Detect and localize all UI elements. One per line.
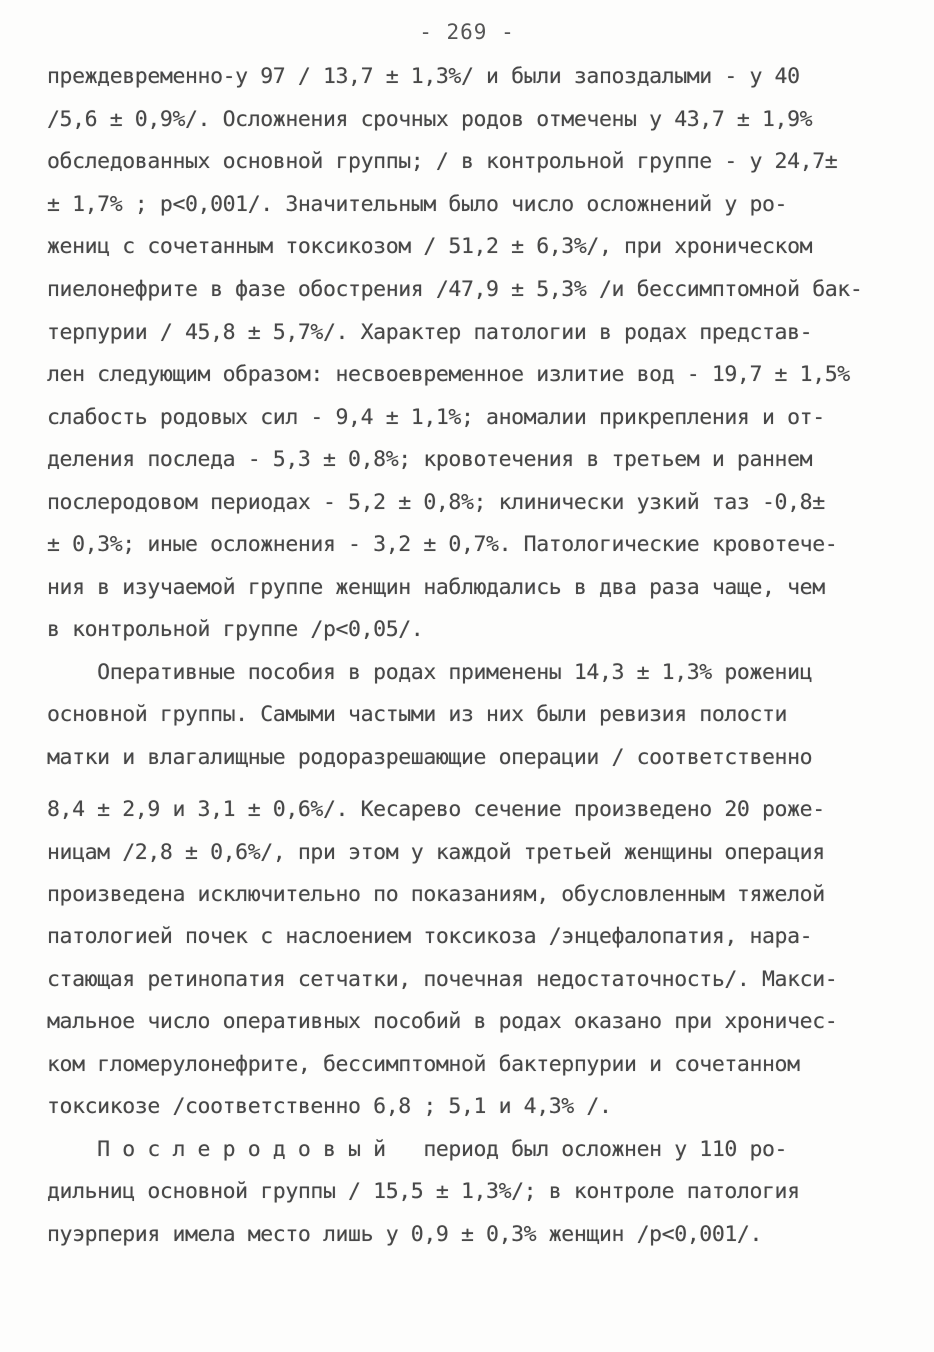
text-line: жениц с сочетанным токсикозом / 51,2 ± 6,3%/, при хроническом — [47, 234, 813, 259]
text-line: мальное число оперативных пособий в родах оказано при хроничес- — [47, 1009, 838, 1034]
text-line: преждевременно-у 97 / 13,7 ± 1,3%/ и были запоздалыми - у 40 — [47, 64, 800, 89]
text-line: лен следующим образом: несвоевременное излитие вод - 19,7 ± 1,5% — [47, 362, 850, 387]
text-line: матки и влагалищные родоразрешающие операции / соответственно — [47, 745, 813, 770]
text-line: обследованных основной группы; / в контрольной группе - у 24,7± — [47, 149, 838, 174]
text-line: П о с л е р о д о в ы й период был осложнен у 110 ро- — [47, 1137, 788, 1162]
text-line: слабость родовых сил - 9,4 ± 1,1%; аномалии прикрепления и от- — [47, 405, 825, 430]
text-line: основной группы. Самыми частыми из них были ревизия полости — [47, 702, 788, 727]
text-line: пуэрперия имела место лишь у 0,9 ± 0,3% женщин /p<0,001/. — [47, 1222, 763, 1247]
text-line: токсикозе /соответственно 6,8 ; 5,1 и 4,3% /. — [47, 1094, 612, 1119]
text-line: терпурии / 45,8 ± 5,7%/. Характер патологии в родах представ- — [47, 320, 813, 345]
text-line: ± 0,3%; иные осложнения - 3,2 ± 0,7%. Патологические кровотече- — [47, 532, 838, 557]
text-line: ± 1,7% ; p<0,001/. Значительным было число осложнений у ро- — [47, 192, 788, 217]
text-line: в контрольной группе /p<0,05/. — [47, 617, 424, 642]
text-line: ницам /2,8 ± 0,6%/, при этом у каждой третьей женщины операция — [47, 840, 825, 865]
text-line: дильниц основной группы / 15,5 ± 1,3%/; в контроле патология — [47, 1179, 800, 1204]
text-line: деления последа - 5,3 ± 0,8%; кровотечения в третьем и раннем — [47, 447, 813, 472]
text-line: произведена исключительно по показаниям, обусловленным тяжелой — [47, 882, 825, 907]
text-line: /5,6 ± 0,9%/. Осложнения срочных родов отмечены у 43,7 ± 1,9% — [47, 107, 813, 132]
text-line: ком гломерулонефрите, бессимптомной бактерпурии и сочетанном — [47, 1052, 800, 1077]
text-line: Оперативные пособия в родах применены 14,3 ± 1,3% рожениц — [47, 660, 813, 685]
text-line: 8,4 ± 2,9 и 3,1 ± 0,6%/. Кесарево сечение произведено 20 роже- — [47, 797, 825, 822]
text-line: послеродовом периодах - 5,2 ± 0,8%; клинически узкий таз -0,8± — [47, 490, 825, 515]
text-line: пиелонефрите в фазе обострения /47,9 ± 5,3% /и бессимптомной бак- — [47, 277, 863, 302]
text-line: ния в изучаемой группе женщин наблюдались в два раза чаще, чем — [47, 575, 825, 600]
text-line: патологией почек с наслоением токсикоза /энцефалопатия, нара- — [47, 924, 813, 949]
text-line: стающая ретинопатия сетчатки, почечная недостаточность/. Макси- — [47, 967, 838, 992]
page-number: - 269 - — [419, 20, 515, 44]
